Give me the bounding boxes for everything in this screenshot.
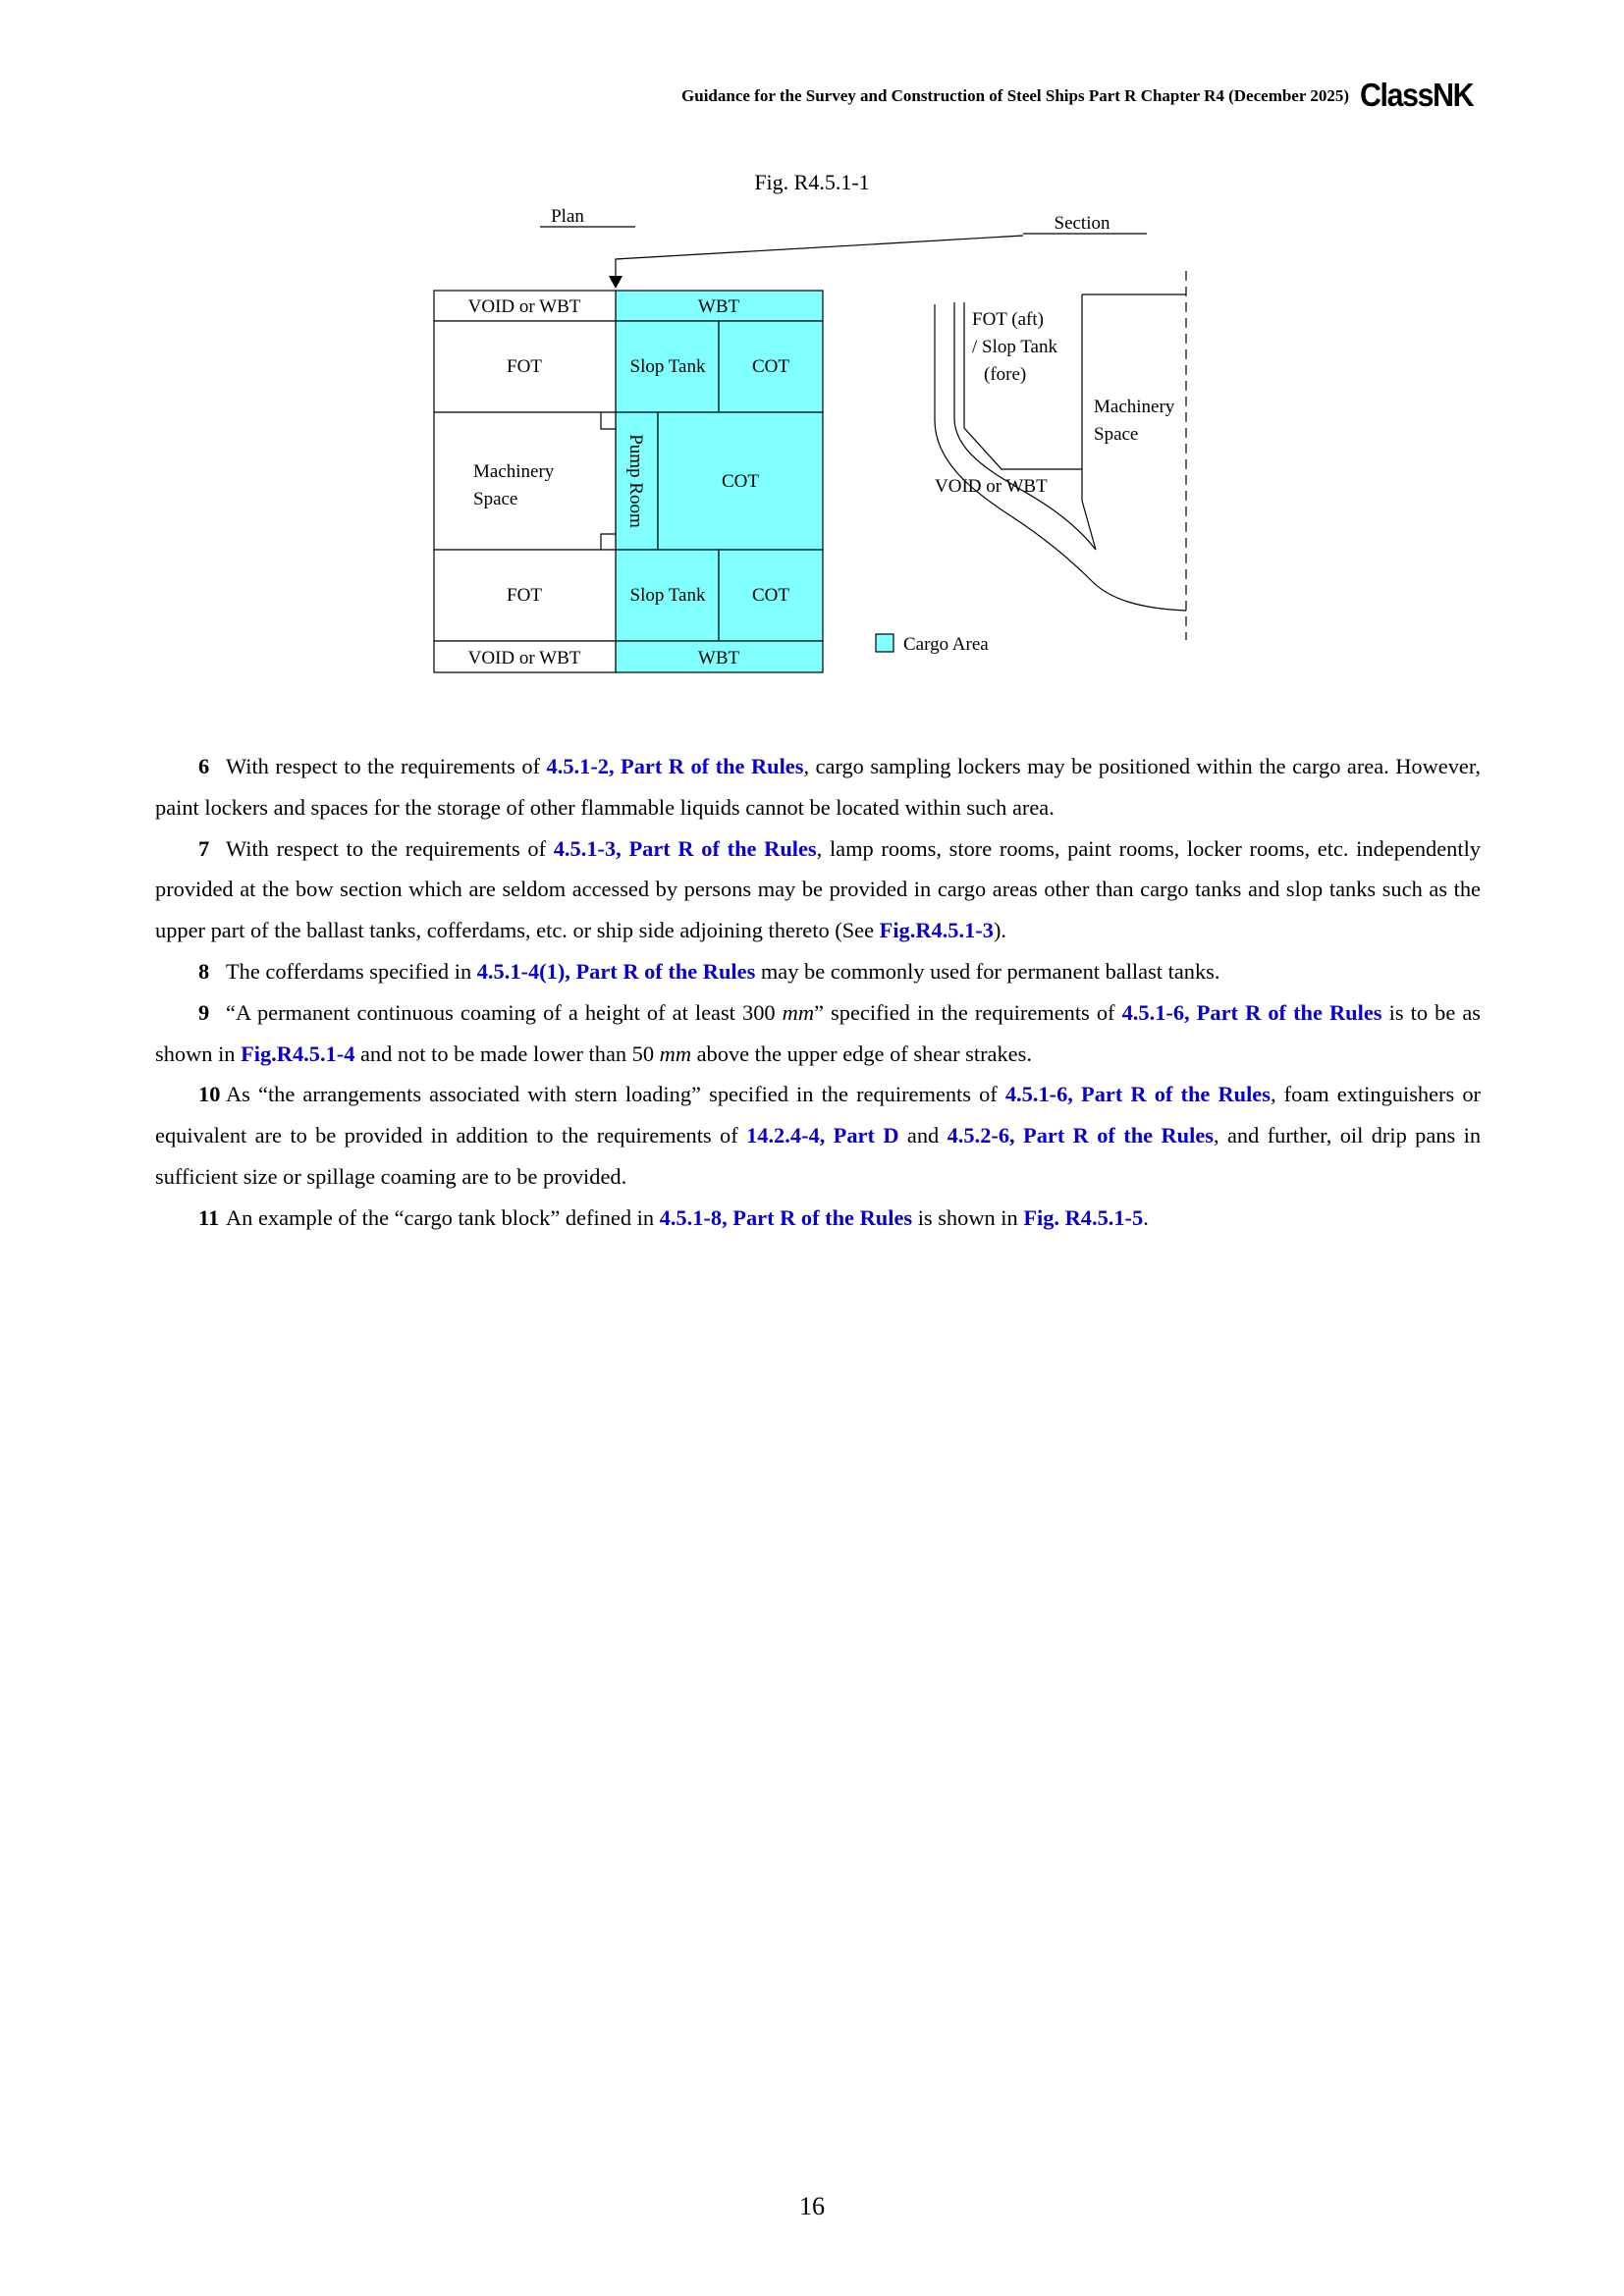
paragraph-text: ” specified in the requirements of <box>814 999 1122 1025</box>
rule-reference-link[interactable]: Fig.R4.5.1-4 <box>241 1041 355 1066</box>
section-inner-bottom <box>1082 469 1096 550</box>
label-wbt-top: WBT <box>697 296 740 317</box>
label-cot-bottom: COT <box>752 585 789 606</box>
plan-label: Plan <box>551 206 584 227</box>
paragraph-text: is to be as shown in <box>155 999 1481 1066</box>
paragraph-text: “A permanent continuous coaming of a height of at least 300 <box>226 999 783 1025</box>
paragraph-text: , foam extinguishers or equivalent are to be provided in addition to the requirements of <box>155 1082 1481 1148</box>
rule-reference-link[interactable]: 4.5.2-6, Part R of the Rules <box>947 1123 1214 1148</box>
paragraph-number: 9 <box>198 999 210 1025</box>
figure-caption: Fig. R4.5.1-1 <box>754 170 870 194</box>
paragraph-text: An example of the “cargo tank block” defined in <box>226 1204 660 1230</box>
paragraph-number: 11 <box>198 1204 220 1230</box>
section-fot-line1: FOT (aft) <box>972 309 1044 330</box>
classnk-logo: ClassNK <box>1360 77 1474 113</box>
rule-reference-link[interactable]: 4.5.1-2, Part R of the Rules <box>546 754 804 778</box>
paragraph-number: 7 <box>198 835 210 861</box>
paragraph-text: and <box>898 1123 947 1148</box>
label-void-wbt-top: VOID or WBT <box>467 296 581 317</box>
paragraph-8 <box>155 951 1481 992</box>
section-label: Section <box>1054 213 1110 234</box>
paragraph-7 <box>155 828 1481 951</box>
paragraph-text: ). <box>993 918 1006 943</box>
legend-label: Cargo Area <box>903 634 989 655</box>
paragraph-number: 8 <box>198 958 210 984</box>
page-number: 16 <box>799 2192 825 2220</box>
paragraph-text: mm <box>782 999 815 1025</box>
label-cot-top: COT <box>752 356 789 377</box>
label-cot-middle: COT <box>722 471 759 492</box>
label-void-wbt-bottom: VOID or WBT <box>467 648 581 668</box>
rule-reference-link[interactable]: 4.5.1-8, Part R of the Rules <box>659 1204 913 1230</box>
label-wbt-bottom: WBT <box>697 648 740 668</box>
paragraph-text: above the upper edge of shear strakes. <box>691 1041 1032 1066</box>
paragraph-10 <box>155 1074 1481 1197</box>
paragraph-text: , lamp rooms, store rooms, paint rooms, locker rooms, etc. independently provided at the bow section which are seldom accessed by persons may be provided in cargo areas other than cargo tanks and slop tanks such as the upper part of the ballast tanks, cofferdams, etc. or ship side adjoining thereto (See <box>155 835 1482 943</box>
paragraph-text: is shown in <box>912 1204 1024 1230</box>
paragraph-9 <box>155 992 1481 1075</box>
legend-swatch <box>876 634 893 652</box>
label-slop-tank-top: Slop Tank <box>629 356 706 377</box>
rule-reference-link[interactable]: Fig. R4.5.1-5 <box>1023 1204 1144 1230</box>
paragraph-text: , cargo sampling lockers may be positioned within the cargo area. However, paint lockers and spaces for the storage of other flammable liquids cannot be located within such area. <box>155 754 1482 820</box>
section-void-wbt: VOID or WBT <box>935 476 1048 497</box>
rule-reference-link[interactable]: Fig.R4.5.1-3 <box>879 918 994 943</box>
paragraph-6 <box>155 746 1481 828</box>
paragraph-text: As “the arrangements associated with stern loading” specified in the requirements of <box>226 1082 1005 1107</box>
rule-reference-link[interactable]: 14.2.4-4, Part D <box>746 1123 899 1148</box>
paragraph-text: With respect to the requirements of <box>226 835 554 861</box>
label-slop-tank-bottom: Slop Tank <box>629 585 706 606</box>
label-machinery-line2: Space <box>473 489 518 509</box>
body-text <box>155 746 1481 1239</box>
label-fot-bottom: FOT <box>507 585 542 606</box>
header-title: Guidance for the Survey and Construction of Steel Ships Part R Chapter R4 (December 2025) <box>681 86 1349 105</box>
paragraph-text: With respect to the requirements of <box>226 754 547 778</box>
section-leader-line <box>616 236 1023 278</box>
label-pump-room: Pump Room <box>625 434 646 528</box>
rule-reference-link[interactable]: 4.5.1-6, Part R of the Rules <box>1121 999 1382 1025</box>
section-machinery-line1: Machinery <box>1094 397 1175 417</box>
paragraph-text: The cofferdams specified in <box>226 958 477 984</box>
section-fot-line3: (fore) <box>984 364 1027 385</box>
figure-diagram <box>422 196 1208 687</box>
rule-reference-link[interactable]: 4.5.1-6, Part R of the Rules <box>1004 1082 1271 1107</box>
label-fot-top: FOT <box>507 356 542 377</box>
paragraph-text: may be commonly used for permanent ballast tanks. <box>755 958 1220 984</box>
rule-reference-link[interactable]: 4.5.1-4(1), Part R of the Rules <box>476 958 756 984</box>
page-header <box>0 77 1624 116</box>
section-machinery-line2: Space <box>1094 424 1139 445</box>
paragraph-text: and not to be made lower than 50 <box>354 1041 660 1066</box>
paragraph-text: mm <box>659 1041 692 1066</box>
leader-arrowhead <box>609 276 623 289</box>
section-fot-line2: / Slop Tank <box>972 337 1057 357</box>
rule-reference-link[interactable]: 4.5.1-3, Part R of the Rules <box>553 835 817 861</box>
paragraph-number: 10 <box>198 1082 221 1107</box>
paragraph-11 <box>155 1198 1481 1239</box>
label-machinery-line1: Machinery <box>473 461 555 482</box>
paragraph-number: 6 <box>198 754 210 778</box>
paragraph-text: . <box>1143 1204 1149 1230</box>
paragraph-text: , and further, oil drip pans in sufficient size or spillage coaming are to be provided. <box>155 1123 1482 1189</box>
